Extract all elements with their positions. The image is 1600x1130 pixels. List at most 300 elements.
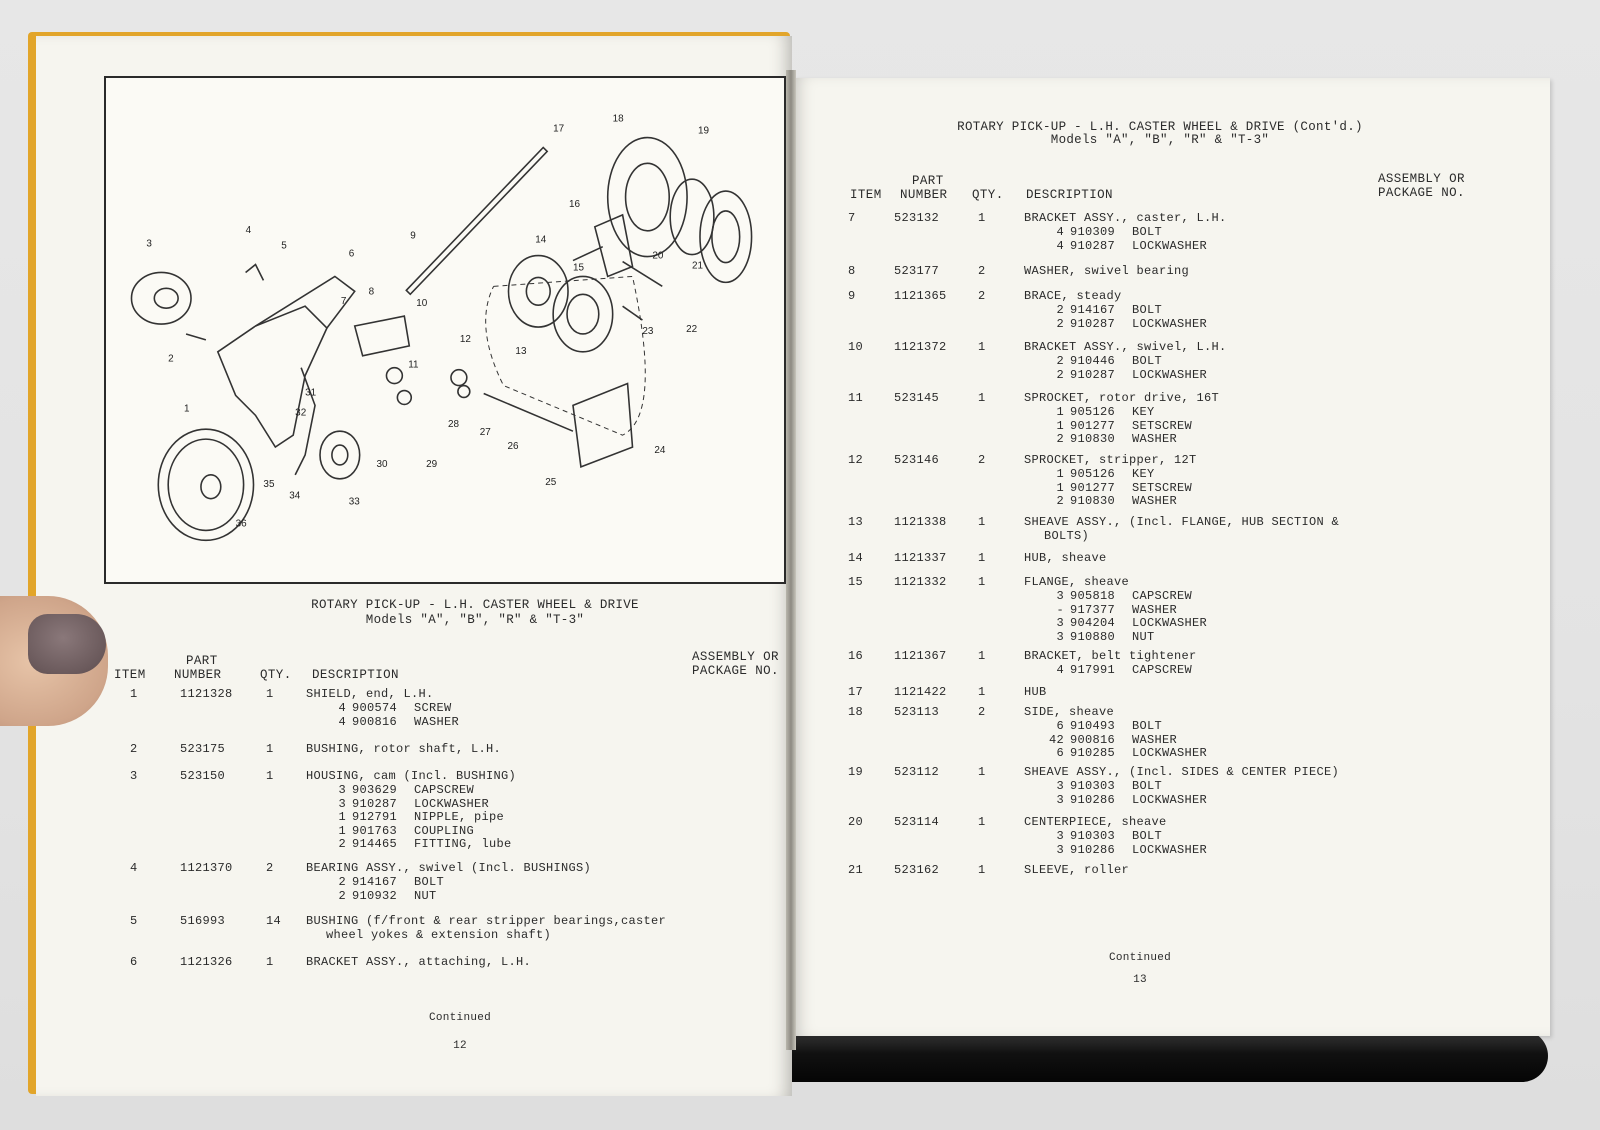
sub-description: BOLT [1132, 225, 1163, 239]
sub-description: BOLT [414, 875, 445, 889]
callout-26: 26 [507, 441, 519, 453]
sub-qty: 6 [1056, 719, 1064, 733]
parts-row [840, 686, 1360, 700]
sub-part-line [1040, 830, 1332, 844]
row-item-number: 12 [848, 453, 864, 467]
sub-part-line [1040, 747, 1332, 761]
sub-description: BOLT [1132, 354, 1163, 368]
sub-part-number: 910932 [352, 888, 398, 903]
sub-part-number: 901277 [1070, 418, 1116, 433]
sub-qty: 2 [1056, 316, 1064, 331]
callout-12: 12 [459, 333, 471, 345]
row-quantity: 1 [978, 863, 986, 877]
sub-description: SCREW [414, 701, 452, 715]
sub-part-number: 910830 [1070, 432, 1116, 446]
row-description: HUB, sheave [1024, 551, 1107, 565]
sub-description: LOCKWASHER [1132, 316, 1208, 331]
sub-qty: 3 [1056, 616, 1064, 630]
sub-part-line [1040, 780, 1332, 794]
parts-row [840, 265, 1360, 279]
row-part-number: 1121328 [180, 687, 233, 701]
sub-qty: 1 [1056, 418, 1064, 433]
left-header-part: PART [186, 654, 218, 668]
callout-6: 6 [348, 248, 355, 260]
callout-2: 2 [168, 353, 174, 365]
sub-qty: 3 [338, 796, 346, 811]
row-description: FLANGE, sheave [1024, 575, 1130, 589]
sub-qty: 1 [338, 823, 346, 838]
sub-part-number: 910286 [1070, 842, 1116, 857]
row-description-continued: BOLTS) [1044, 529, 1090, 543]
row-item-number: 10 [848, 340, 864, 354]
callout-15: 15 [572, 262, 585, 274]
row-description: BUSHING, rotor shaft, L.H. [306, 742, 502, 756]
sub-part-number: 900816 [352, 714, 398, 729]
sub-part-number: 900816 [1070, 732, 1116, 747]
row-part-number: 1121367 [894, 649, 947, 663]
sub-qty: 4 [1056, 225, 1064, 239]
sub-part-line [1040, 318, 1332, 332]
sub-part-line [1040, 240, 1332, 254]
sub-part-number: 910286 [1070, 792, 1116, 807]
sub-part-line [1040, 355, 1332, 369]
sub-part-number: 910880 [1070, 629, 1116, 644]
right-header-assembly: ASSEMBLY OR [1378, 172, 1465, 186]
row-quantity: 1 [978, 551, 986, 565]
callout-25: 25 [545, 476, 557, 488]
callout-22: 22 [686, 323, 698, 335]
callout-34: 34 [289, 490, 301, 502]
callout-28: 28 [447, 419, 460, 431]
row-part-number: 523132 [894, 211, 940, 225]
callout-21: 21 [692, 260, 704, 272]
row-quantity: 1 [978, 340, 986, 354]
row-part-number: 1121422 [894, 685, 947, 699]
callout-numbers [146, 114, 709, 530]
row-part-number: 1121365 [894, 289, 947, 303]
callout-30: 30 [376, 458, 388, 470]
row-description: BRACKET ASSY., caster, L.H. [1024, 211, 1227, 225]
sub-qty: 2 [1056, 367, 1064, 382]
left-header-item: ITEM [114, 668, 146, 682]
sub-part-number: 910287 [1070, 316, 1116, 331]
row-quantity: 1 [978, 391, 986, 405]
right-header-number: NUMBER [900, 188, 948, 202]
parts-row [840, 815, 1360, 857]
callout-33: 33 [348, 496, 360, 508]
sub-qty: 2 [1056, 432, 1064, 446]
parts-row [840, 211, 1360, 253]
sub-description: NIPPLE, pipe [414, 810, 505, 824]
row-quantity: 1 [266, 687, 274, 701]
callout-32: 32 [295, 407, 307, 419]
parts-row [840, 391, 1360, 446]
row-quantity: 1 [978, 685, 986, 699]
callout-4: 4 [245, 224, 252, 236]
sub-part-line [1040, 482, 1332, 496]
row-quantity: 1 [978, 211, 986, 225]
callout-11: 11 [408, 359, 419, 371]
callout-24: 24 [654, 445, 666, 457]
sub-part-line [322, 876, 614, 890]
sub-qty: 3 [1056, 589, 1064, 603]
sub-qty: 1 [1056, 467, 1064, 481]
parts-row [840, 649, 1360, 677]
sub-description: CAPSCREW [414, 783, 475, 797]
row-description: BRACKET ASSY., swivel, L.H. [1024, 340, 1227, 354]
parts-row [840, 575, 1360, 644]
sub-part-number: 910287 [1070, 367, 1116, 382]
row-description: BEARING ASSY., swivel (Incl. BUSHINGS) [306, 861, 592, 875]
parts-row [840, 864, 1360, 878]
callout-17: 17 [553, 123, 565, 135]
callout-29: 29 [426, 458, 438, 470]
row-part-number: 1121370 [180, 861, 233, 875]
right-page-number: 13 [1133, 974, 1147, 986]
parts-row [110, 769, 750, 851]
callout-3: 3 [146, 238, 152, 250]
sub-description: WASHER [1132, 732, 1178, 747]
sub-description: LOCKWASHER [1132, 746, 1208, 760]
callout-35: 35 [263, 478, 275, 490]
sub-qty: 3 [1056, 792, 1064, 807]
callout-14: 14 [535, 234, 547, 246]
row-quantity: 2 [978, 705, 986, 719]
left-page-number: 12 [453, 1040, 467, 1052]
sub-qty: 1 [1056, 480, 1064, 495]
sub-part-line [1040, 604, 1332, 618]
sub-description: NUT [414, 888, 437, 903]
parts-row [840, 705, 1360, 760]
row-part-number: 1121372 [894, 340, 947, 354]
row-quantity: 1 [978, 815, 986, 829]
sub-part-line [322, 716, 614, 730]
right-title-line1: ROTARY PICK-UP - L.H. CASTER WHEEL & DRIVE (Cont'd.) [957, 120, 1363, 134]
sub-description: WASHER [1132, 432, 1178, 446]
left-title-line1: ROTARY PICK-UP - L.H. CASTER WHEEL & DRIVE [311, 598, 639, 612]
sub-description: LOCKWASHER [1132, 238, 1208, 253]
sub-description: COUPLING [414, 823, 475, 838]
row-item-number: 14 [848, 551, 864, 565]
row-item-number: 1 [130, 687, 138, 701]
callout-19: 19 [697, 125, 710, 137]
sub-part-number: 912791 [352, 810, 398, 824]
row-item-number: 19 [848, 765, 864, 779]
diagram-drawing [106, 78, 784, 582]
parts-row [840, 289, 1360, 331]
row-item-number: 7 [848, 211, 856, 225]
sub-description: LOCKWASHER [1132, 616, 1208, 630]
sub-qty: 2 [338, 875, 346, 889]
sub-part-number: 917991 [1070, 663, 1116, 677]
row-part-number: 523150 [180, 769, 226, 783]
row-description: SHEAVE ASSY., (Incl. FLANGE, HUB SECTION & [1024, 515, 1340, 529]
row-description: SLEEVE, roller [1024, 863, 1130, 877]
row-part-number: 523112 [894, 765, 940, 779]
row-description: BUSHING (f/front & rear stripper bearings,caster [306, 914, 667, 928]
parts-row [840, 552, 1360, 566]
sub-description: KEY [1132, 467, 1155, 481]
sub-description: WASHER [414, 714, 460, 729]
sub-part-number: 904204 [1070, 616, 1116, 630]
row-part-number: 516993 [180, 914, 226, 928]
sub-part-line [1040, 420, 1332, 434]
row-item-number: 20 [848, 815, 864, 829]
sub-part-line [1040, 794, 1332, 808]
sub-part-line [322, 890, 614, 904]
sub-qty: 6 [1056, 746, 1064, 760]
parts-row [110, 743, 750, 757]
sub-description: KEY [1132, 405, 1155, 419]
row-item-number: 21 [848, 863, 864, 877]
row-part-number: 1121337 [894, 551, 947, 565]
row-quantity: 1 [978, 649, 986, 663]
sub-part-line [322, 838, 614, 852]
parts-row [110, 956, 750, 970]
row-item-number: 5 [130, 914, 138, 928]
sub-part-line [1040, 433, 1332, 447]
row-part-number: 1121326 [180, 955, 233, 969]
sub-part-number: 910830 [1070, 494, 1116, 508]
parts-row [110, 914, 750, 942]
right-header-part: PART [912, 174, 944, 188]
row-part-number: 523113 [894, 705, 940, 719]
callout-18: 18 [612, 113, 624, 125]
row-part-number: 523177 [894, 264, 940, 278]
row-quantity: 1 [266, 742, 274, 756]
right-header-description: DESCRIPTION [1026, 188, 1113, 202]
row-description: SPROCKET, stripper, 12T [1024, 453, 1197, 467]
sub-description: LOCKWASHER [414, 796, 490, 811]
row-item-number: 18 [848, 705, 864, 719]
sub-part-number: 917377 [1070, 602, 1116, 617]
row-part-number: 1121338 [894, 515, 947, 529]
left-header-package: PACKAGE NO. [692, 664, 779, 678]
sub-part-number: 910493 [1070, 719, 1116, 733]
row-item-number: 3 [130, 769, 138, 783]
row-description: SIDE, sheave [1024, 705, 1115, 719]
sub-part-number: 914167 [352, 875, 398, 889]
sub-description: BOLT [1132, 779, 1163, 793]
sub-part-number: 910287 [1070, 238, 1116, 253]
row-quantity: 2 [978, 264, 986, 278]
left-continued: Continued [428, 1012, 492, 1024]
sub-part-line [1040, 664, 1332, 678]
callout-7: 7 [340, 296, 347, 308]
row-item-number: 11 [848, 391, 864, 405]
parts-row [110, 687, 750, 729]
callout-27: 27 [479, 427, 491, 439]
row-item-number: 4 [130, 861, 138, 875]
row-quantity: 1 [266, 955, 274, 969]
sub-part-line [1040, 468, 1332, 482]
sub-part-number: 914167 [1070, 303, 1116, 317]
callout-5: 5 [281, 240, 287, 252]
sub-part-line [1040, 720, 1332, 734]
row-quantity: 1 [978, 515, 986, 529]
row-item-number: 2 [130, 742, 138, 756]
row-item-number: 8 [848, 264, 856, 278]
callout-31: 31 [305, 387, 317, 399]
row-quantity: 2 [266, 861, 274, 875]
row-part-number: 523145 [894, 391, 940, 405]
left-title-line2: Models "A", "B", "R" & "T-3" [365, 613, 585, 627]
row-description: CENTERPIECE, sheave [1024, 815, 1167, 829]
sub-qty: 4 [338, 701, 346, 715]
sub-description: NUT [1132, 629, 1155, 644]
row-description-continued: wheel yokes & extension shaft) [326, 928, 552, 942]
right-continued: Continued [1108, 952, 1172, 964]
sub-part-number: 900574 [352, 701, 398, 715]
sub-description: SETSCREW [1132, 480, 1193, 495]
sub-description: CAPSCREW [1132, 663, 1193, 677]
sub-description: LOCKWASHER [1132, 842, 1208, 857]
row-quantity: 2 [978, 453, 986, 467]
callout-20: 20 [652, 250, 664, 262]
right-header-item: ITEM [850, 188, 882, 202]
sub-qty: - [1056, 602, 1064, 617]
row-description: SHEAVE ASSY., (Incl. SIDES & CENTER PIECE) [1024, 765, 1340, 779]
sub-description: BOLT [1132, 719, 1163, 733]
sub-part-number: 901763 [352, 823, 398, 838]
sub-part-number: 914465 [352, 837, 398, 851]
row-description: BRACKET, belt tightener [1024, 649, 1197, 663]
row-description: SHIELD, end, L.H. [306, 687, 434, 701]
sub-part-line [1040, 631, 1332, 645]
parts-row [840, 453, 1360, 508]
row-description: WASHER, swivel bearing [1024, 264, 1190, 278]
sub-qty: 3 [1056, 842, 1064, 857]
sub-qty: 2 [1056, 303, 1064, 317]
sub-part-number: 910446 [1070, 354, 1116, 368]
callout-8: 8 [368, 286, 375, 298]
left-header-number: NUMBER [174, 668, 222, 682]
sub-part-line [322, 784, 614, 798]
sub-qty: 3 [338, 783, 346, 797]
sub-part-number: 910287 [352, 796, 398, 811]
pen [760, 1030, 1548, 1082]
sub-description: BOLT [1132, 829, 1163, 843]
sub-qty: 2 [338, 837, 346, 851]
sub-part-line [322, 811, 614, 825]
row-description: BRACE, steady [1024, 289, 1122, 303]
parts-row [110, 861, 750, 903]
row-item-number: 16 [848, 649, 864, 663]
sub-part-line [322, 702, 614, 716]
parts-row [840, 515, 1360, 543]
sub-part-line [1040, 844, 1332, 858]
sub-part-number: 905818 [1070, 589, 1116, 603]
callout-23: 23 [642, 325, 654, 337]
sub-description: WASHER [1132, 602, 1178, 617]
row-description: HUB [1024, 685, 1047, 699]
sub-part-line [1040, 369, 1332, 383]
sub-part-number: 910285 [1070, 746, 1116, 760]
right-header-qty: QTY. [972, 188, 1004, 202]
sub-description: CAPSCREW [1132, 589, 1193, 603]
sub-part-line [1040, 590, 1332, 604]
row-part-number: 1121332 [894, 575, 947, 589]
sub-qty: 1 [1056, 405, 1064, 419]
sub-description: FITTING, lube [414, 837, 512, 851]
sub-part-line [322, 798, 614, 812]
sub-part-number: 910309 [1070, 225, 1116, 239]
sub-qty: 1 [338, 810, 346, 824]
sub-description: BOLT [1132, 303, 1163, 317]
sub-part-number: 910303 [1070, 829, 1116, 843]
sub-part-number: 903629 [352, 783, 398, 797]
sub-part-line [1040, 617, 1332, 631]
parts-row [840, 340, 1360, 382]
row-quantity: 14 [266, 914, 282, 928]
sub-part-line [1040, 406, 1332, 420]
row-description: BRACKET ASSY., attaching, L.H. [306, 955, 532, 969]
left-header-qty: QTY. [260, 668, 292, 682]
row-description: SPROCKET, rotor drive, 16T [1024, 391, 1220, 405]
callout-10: 10 [416, 298, 428, 310]
sub-qty: 4 [338, 714, 346, 729]
right-title-line2: Models "A", "B", "R" & "T-3" [1050, 133, 1270, 147]
sub-qty: 2 [338, 888, 346, 903]
right-header-package: PACKAGE NO. [1378, 186, 1465, 200]
sub-part-line [1040, 495, 1332, 509]
sub-qty: 3 [1056, 779, 1064, 793]
row-item-number: 6 [130, 955, 138, 969]
row-quantity: 1 [978, 765, 986, 779]
sub-part-line [1040, 304, 1332, 318]
row-part-number: 523114 [894, 815, 940, 829]
parts-row [840, 765, 1360, 807]
callout-16: 16 [569, 198, 581, 210]
callout-9: 9 [410, 230, 416, 242]
row-item-number: 15 [848, 575, 864, 589]
row-quantity: 1 [978, 575, 986, 589]
sub-qty: 3 [1056, 829, 1064, 843]
sub-part-number: 910303 [1070, 779, 1116, 793]
sub-qty: 4 [1056, 238, 1064, 253]
sub-qty: 2 [1056, 354, 1064, 368]
sub-part-number: 901277 [1070, 480, 1116, 495]
callout-13: 13 [515, 345, 527, 357]
sub-part-line [1040, 226, 1332, 240]
callout-36: 36 [235, 518, 247, 530]
sub-description: WASHER [1132, 494, 1178, 508]
row-part-number: 523162 [894, 863, 940, 877]
row-part-number: 523146 [894, 453, 940, 467]
sub-part-line [1040, 734, 1332, 748]
left-header-description: DESCRIPTION [312, 668, 399, 682]
fingernail [28, 614, 106, 674]
callout-1: 1 [184, 403, 190, 415]
row-quantity: 1 [266, 769, 274, 783]
sub-qty: 4 [1056, 663, 1064, 677]
row-quantity: 2 [978, 289, 986, 303]
sub-part-number: 905126 [1070, 405, 1116, 419]
row-item-number: 17 [848, 685, 864, 699]
sub-part-number: 905126 [1070, 467, 1116, 481]
book-gutter [786, 70, 796, 1050]
sub-part-line [322, 825, 614, 839]
sub-qty: 3 [1056, 629, 1064, 644]
sub-qty: 2 [1056, 494, 1064, 508]
row-item-number: 13 [848, 515, 864, 529]
exploded-parts-diagram [104, 76, 786, 584]
row-item-number: 9 [848, 289, 856, 303]
sub-description: LOCKWASHER [1132, 367, 1208, 382]
sub-description: LOCKWASHER [1132, 792, 1208, 807]
sub-description: SETSCREW [1132, 418, 1193, 433]
left-header-assembly: ASSEMBLY OR [692, 650, 779, 664]
